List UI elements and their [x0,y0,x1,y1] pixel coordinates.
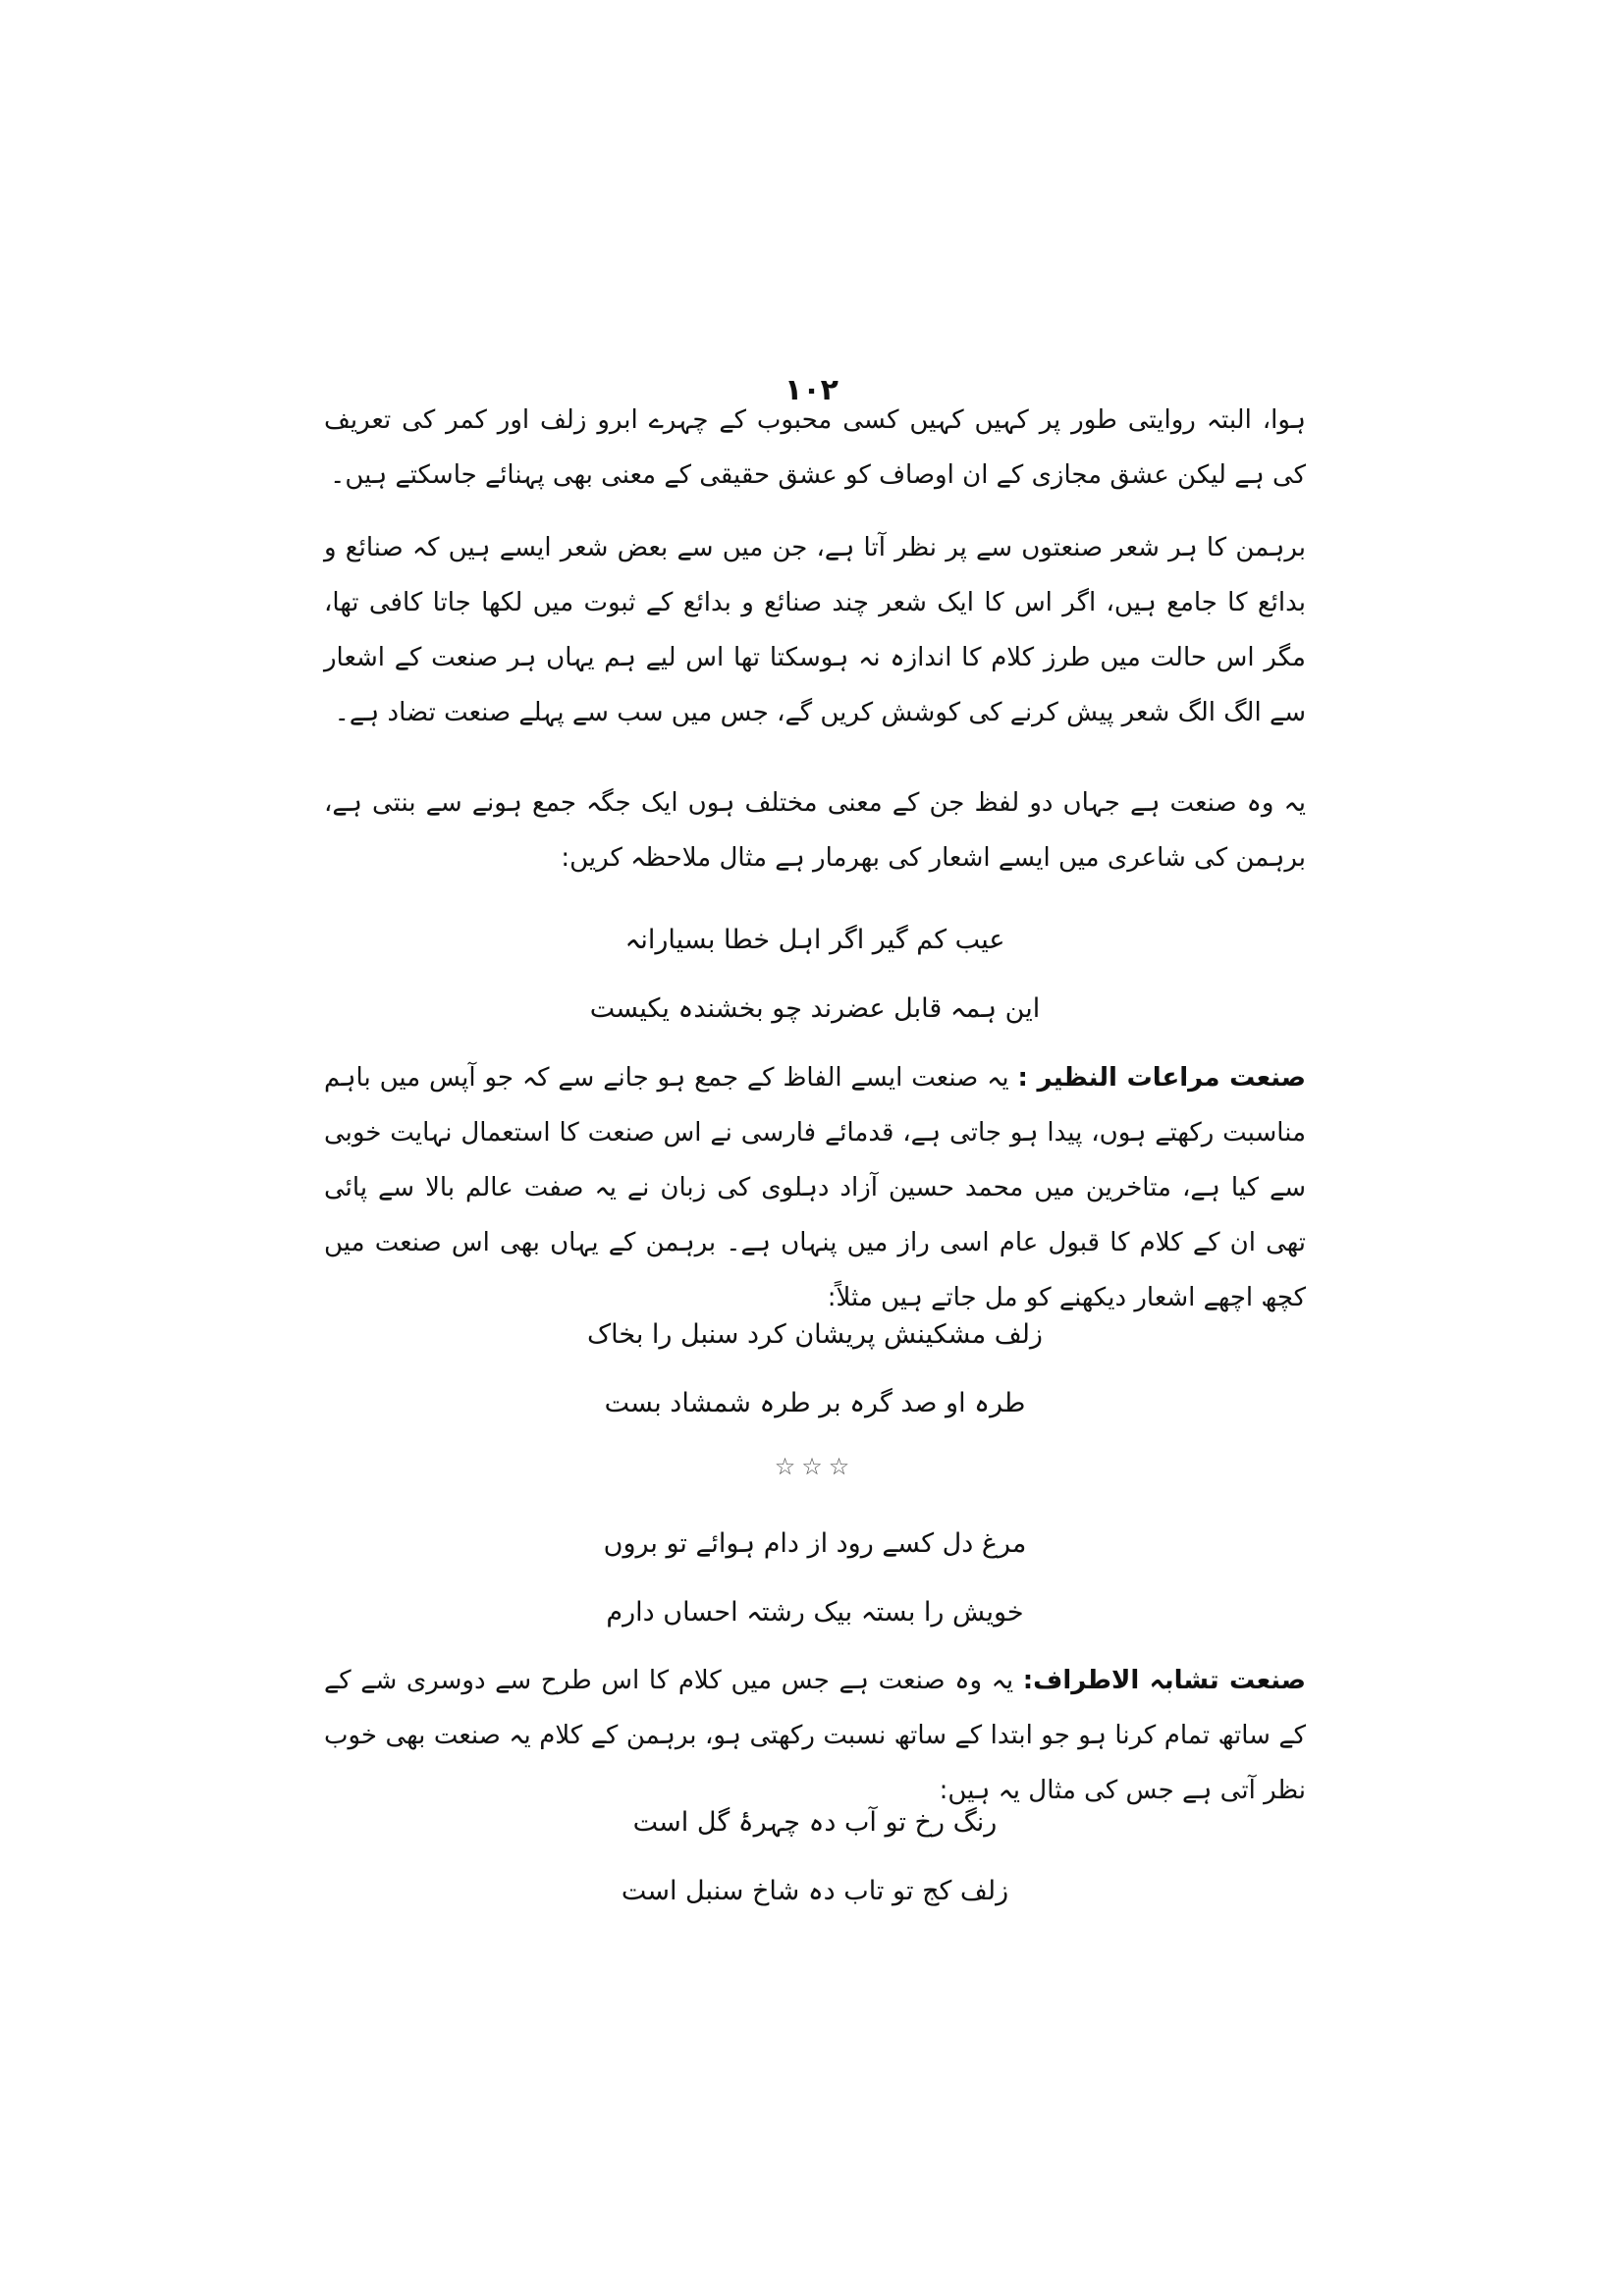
section-heading: صنعت تشابہ الاطراف: [1022,1666,1306,1695]
star-separator: ☆☆☆ [774,1453,856,1480]
paragraph-2: برہمن کا ہر شعر صنعتوں سے پر نظر آتا ہے، جن میں سے بعض شعر ایسے ہیں کہ صنائع و بدائع کا جامع ہیں، اگر اس کا ایک شعر چند صنائع و بدائع کے ثبوت میں لکھا جاتا کافی تھا، مگر اس حالت میں طرز کلام کا اندازہ نہ ہوسکتا تھا اس لیے ہم یہاں ہر صنعت کے اشعار سے الگ الگ شعر پیش کرنے کی کوشش کریں گے، جس میں سب سے پہلے صنعت تضاد ہے۔ [324,533,1306,727]
verse-line: طرہ او صد گرہ بر طرہ شمشاد بست [604,1388,1026,1418]
paragraph-section-3 [324,1653,1306,1818]
verse-line: رنگ رخ تو آب دہ چہرۂ گل است [632,1807,998,1838]
paragraph-section-2 [324,1050,1306,1325]
verse-line: این ہمہ قابل عضرند چو بخشندہ یکیست [589,993,1041,1024]
paragraph-3: یہ وہ صنعت ہے جہاں دو لفظ جن کے معنی مختلف ہوں ایک جگہ جمع ہونے سے بنتی ہے، برہمن کی شاعری میں ایسے اشعار کی بھرمار ہے مثال ملاحظہ کریں: [324,788,1306,873]
verse-line: مرغ دل کسے رود از دام ہوائے تو بروں [603,1528,1027,1559]
verse-line: زلف کج تو تاب دہ شاخ سنبل است [621,1876,1009,1906]
verse-line: خویش را بستہ بیک رشتہ احساں دارم [606,1597,1024,1628]
paragraph-1: ہوا، البتہ روایتی طور پر کہیں کہیں کسی محبوب کے چہرے ابرو زلف اور کمر کی تعریف کی ہے لیکن عشق مجازی کے ان اوصاف کو عشق حقیقی کے معنی بھی پہنائے جاسکتے ہیں۔ [324,405,1306,490]
verse-line: عیب کم گیر اگر اہل خطا بسیارانہ [624,925,1005,955]
section-text: یہ صنعت ایسے الفاظ کے جمع ہو جانے سے کہ جو آپس میں باہم مناسبت رکھتے ہوں، پیدا ہو جاتی ہے، قدمائے فارسی نے اس صنعت کا استعمال نہایت خوبی سے کیا ہے، متاخرین میں محمد حسین آزاد دہلوی کی زبان نے یہ صفت عالم بالا سے پائی تھی ان کے کلام کا قبول عام اسی راز میں پنہاں ہے۔ برہمن کے یہاں بھی اس صنعت میں کچھ اچھے اشعار دیکھنے کو مل جاتے ہیں مثلاً: [324,1063,1306,1312]
page-number: ١٠٢ [784,373,839,407]
verse-line: زلف مشکینش پریشان کرد سنبل را بخاک [587,1319,1043,1350]
section-text: یہ وہ صنعت ہے جس میں کلام کا اس طرح سے دوسری شے کے کے ساتھ تمام کرنا ہو جو ابتدا کے ساتھ نسبت رکھتی ہو، برہمن کے کلام یہ صنعت بھی خوب نظر آتی ہے جس کی مثال یہ ہیں: [324,1666,1306,1805]
section-heading: صنعت مراعات النظیر : [1017,1063,1307,1093]
